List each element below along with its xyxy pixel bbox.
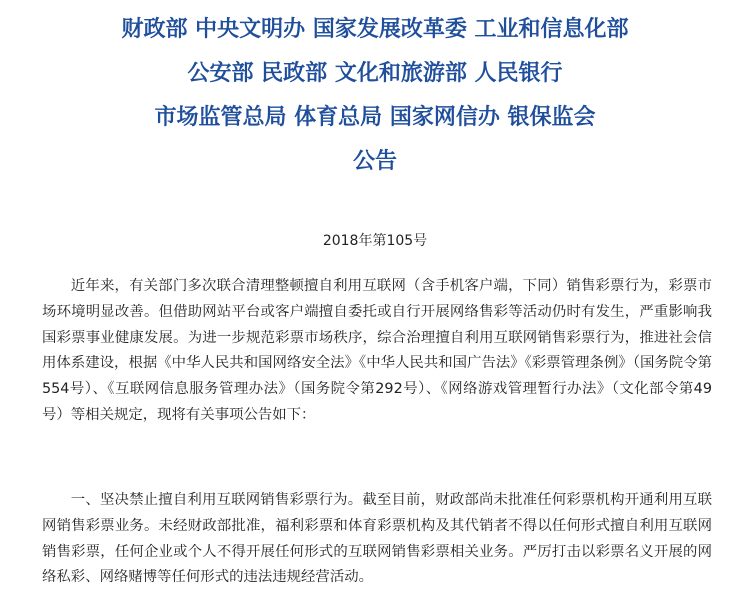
issuing-agencies-line-3: 市场监管总局 体育总局 国家网信办 银保监会 [154, 105, 596, 130]
issuing-agencies-line-2: 公安部 民政部 文化和旅游部 人民银行 [187, 61, 563, 86]
issuing-agencies-line-1: 财政部 中央文明办 国家发展改革委 工业和信息化部 [121, 17, 629, 42]
announcement-header [0, 8, 750, 184]
paragraph-intro: 近年来，有关部门多次联合清理整顿擅自利用互联网（含手机客户端，下同）销售彩票行为，彩票市场环境明显改善。但借助网站平台或客户端擅自委托或自行开展网络售彩等活动仍时有发生，严重影响我国彩票事业健康发展。为进一步规范彩票市场秩序，综合治理擅自利用互联网销售彩票行为，推进社会信用体系建设，根据《中华人民共和国网络安全法》《中华人民共和国广告法》《彩票管理条例》（国务院令第554号）、《互联网信息服务管理办法》（国务院令第292号）、《网络游戏管理暂行办法》（文化部令第49号）等相关规定，现将有关事项公告如下： [42, 278, 712, 423]
issue-number: 2018年第105号 [322, 233, 428, 249]
document-type-title: 公告 [352, 149, 397, 174]
paragraph-item-1: 一、坚决禁止擅自利用互联网销售彩票行为。截至目前，财政部尚未批准任何彩票机构开通利用互联网销售彩票业务。未经财政部批准，福利彩票和体育彩票机构及其代销者不得以任何形式擅自利用互联网销售彩票，任何企业或个人不得开展任何形式的互联网销售彩票相关业务。严厉打击以彩票名义开展的网络私彩、网络赌博等任何形式的违法违规经营活动。 [42, 492, 712, 586]
